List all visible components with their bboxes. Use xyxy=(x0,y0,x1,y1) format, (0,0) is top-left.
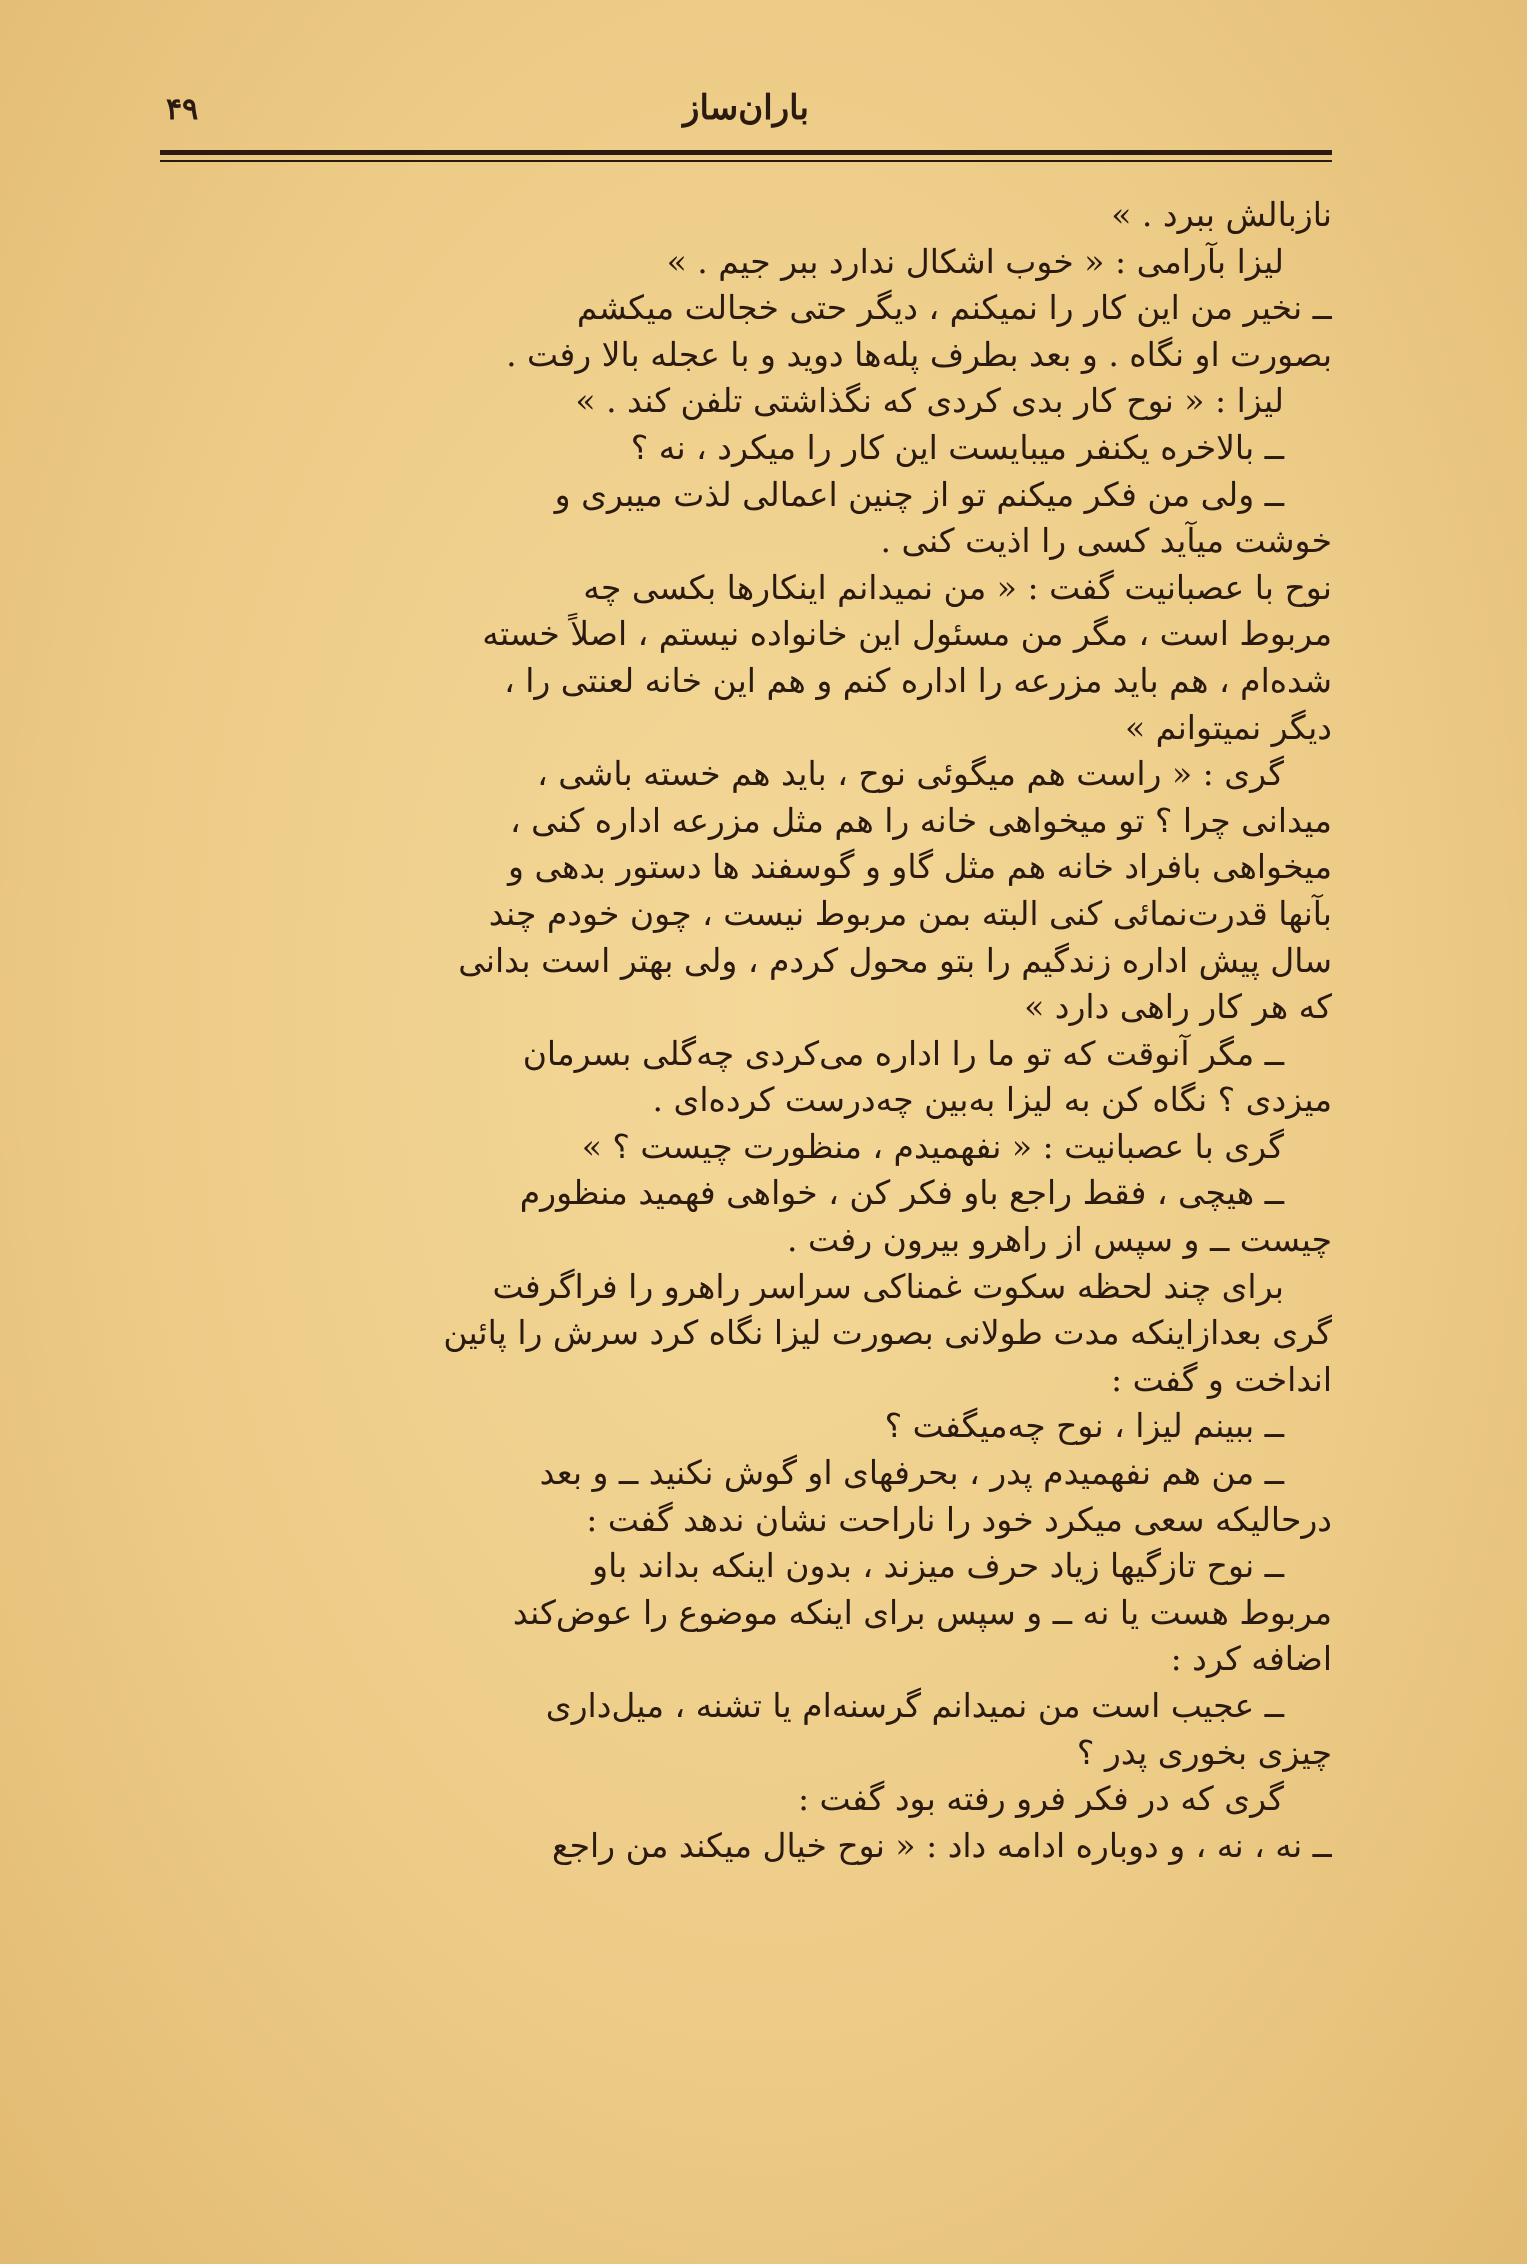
text-line: مربوط است ، مگر من مسئول این خانواده نیستم ، اصلاً خسته xyxy=(482,614,1332,654)
text-line: چیست ــ و سپس از راهرو بیرون رفت . xyxy=(787,1220,1332,1260)
text-line: سال پیش اداره زندگیم را بتو محول کردم ، ولی بهتر است بدانی xyxy=(458,940,1332,980)
text-line: انداخت و گفت : xyxy=(1111,1359,1332,1399)
text-line: اضافه کرد : xyxy=(1170,1639,1332,1679)
text-line: ــ ببینم لیزا ، نوح چه‌میگفت ؟ xyxy=(884,1406,1284,1446)
text-line: لیزا بآرامی : « خوب اشکال ندارد ببر جیم . » xyxy=(666,241,1284,281)
text-line: ــ من هم نفهمیدم پدر ، بحرفهای او گوش نکنید ــ و بعد xyxy=(539,1453,1284,1493)
text-line: ــ نه ، نه ، و دوباره ادامه داد : « نوح خیال میکند من راجع xyxy=(552,1825,1332,1865)
text-line: خوشت میآید کسی را اذیت کنی . xyxy=(880,521,1332,561)
text-line: میدانی چرا ؟ تو میخواهی خانه را هم مثل مزرعه اداره کنی ، xyxy=(510,800,1332,840)
text-line: گری بعدازاینکه مدت طولانی بصورت لیزا نگاه کرد سرش را پائین xyxy=(443,1313,1332,1353)
header-rule-thin xyxy=(160,160,1332,162)
text-line: گری : « راست هم میگوئی نوح ، باید هم خسته باشی ، xyxy=(537,754,1284,794)
text-line: میخواهی بافراد خانه هم مثل گاو و گوسفند ها دستور بدهی و xyxy=(508,847,1332,887)
text-line: ــ مگر آنوقت که تو ما را اداره می‌کردی چه‌گلی بسرمان xyxy=(522,1033,1284,1073)
body-text xyxy=(160,192,1332,1869)
text-line: ــ عجیب است من نمیدانم گرسنه‌ام یا تشنه ، میل‌داری xyxy=(545,1686,1284,1725)
text-line: بصورت او نگاه . و بعد بطرف پله‌ها دوید و با عجله بالا رفت . xyxy=(506,334,1332,374)
header-rule-thick xyxy=(160,150,1332,155)
text-line: گری که در فکر فرو رفته بود گفت : xyxy=(797,1779,1284,1819)
text-line: ــ هیچی ، فقط راجع باو فکر کن ، خواهی فهمید منظورم xyxy=(519,1173,1284,1213)
text-line: چیزی بخوری پدر ؟ xyxy=(1076,1732,1332,1772)
running-title: باران‌ساز xyxy=(683,88,809,128)
text-line: دیگر نمیتوانم » xyxy=(1124,707,1332,747)
text-line: شده‌ام ، هم باید مزرعه را اداره کنم و هم این خانه لعنتی را ، xyxy=(504,660,1332,700)
text-line: ــ نخیر من این کار را نمیکنم ، دیگر حتی خجالت میکشم xyxy=(576,288,1332,328)
text-line: نازبالش ببرد . » xyxy=(1111,195,1332,234)
text-line: میزدی ؟ نگاه کن به لیزا به‌بین چه‌درست کرده‌ای . xyxy=(652,1080,1332,1120)
page-number: ۴۹ xyxy=(166,92,199,127)
text-line: مربوط هست یا نه ــ و سپس برای اینکه موضوع را عوض‌کند xyxy=(512,1592,1332,1632)
text-line: بآنها قدرت‌نمائی کنی البته بمن مربوط نیست ، چون خودم چند xyxy=(488,893,1332,933)
text-line: که هر کار راهی دارد » xyxy=(1024,987,1332,1027)
text-line: گری با عصبانیت : « نفهمیدم ، منظورت چیست ؟ » xyxy=(581,1126,1284,1166)
text-line: برای چند لحظه سکوت غمناکی سراسر راهرو را فراگرفت xyxy=(492,1266,1284,1306)
text-line: نوح با عصبانیت گفت : « من نمیدانم اینکارها بکسی چه xyxy=(583,567,1332,607)
page-header xyxy=(160,88,1332,148)
text-line: لیزا : « نوح کار بدی کردی که نگذاشتی تلفن کند . » xyxy=(575,381,1284,421)
text-line: درحالیکه سعی میکرد خود را ناراحت نشان ندهد گفت : xyxy=(586,1499,1332,1539)
text-line: ــ نوح تازگیها زیاد حرف میزند ، بدون اینکه بداند باو xyxy=(592,1546,1284,1586)
text-line: ــ بالاخره یکنفر میبایست این کار را میکرد ، نه ؟ xyxy=(630,427,1284,467)
text-line: ــ ولی من فکر میکنم تو از چنین اعمالی لذت میبری و xyxy=(554,474,1284,514)
